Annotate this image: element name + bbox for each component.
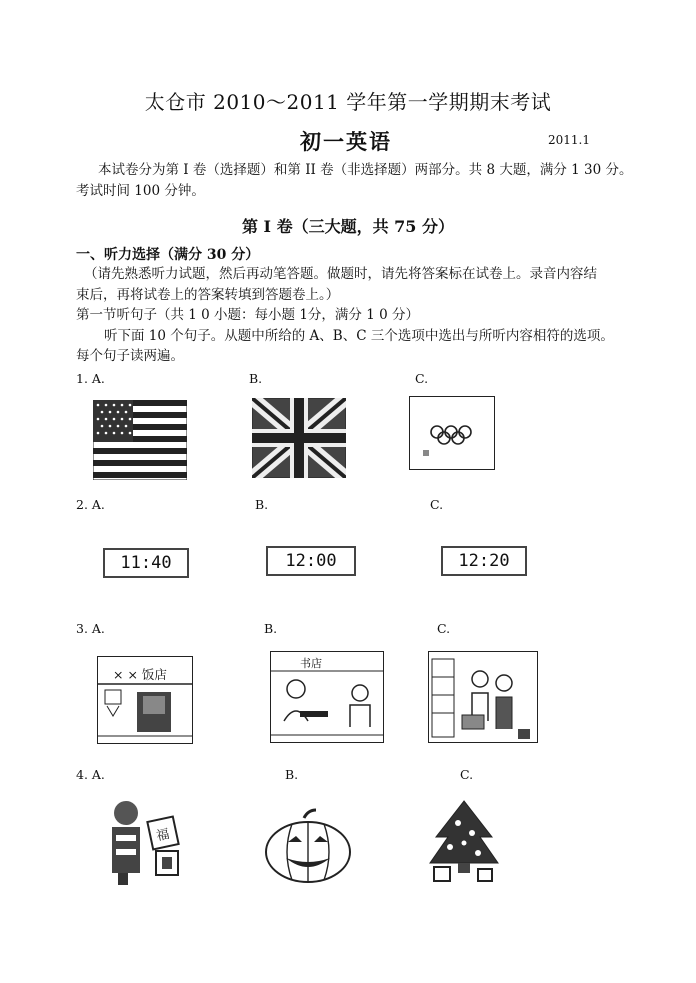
subsection-instruction-2: 每个句子读两遍。 bbox=[76, 348, 184, 364]
exam-title: 太仓市 2010～2011 学年第一学期期末考试 bbox=[144, 90, 552, 114]
olympic-rings-icon bbox=[409, 396, 495, 470]
digital-clock-b: 12:00 bbox=[266, 546, 356, 576]
subject-title: 初一英语 bbox=[300, 129, 392, 154]
q2-option-a-label: 2. A. bbox=[76, 497, 105, 512]
pumpkin-lantern-icon bbox=[262, 808, 354, 884]
restaurant-sign: × × 饭店 bbox=[113, 667, 167, 682]
instruction-line-2: 束后，再将试卷上的答案转填到答题卷上。） bbox=[76, 287, 340, 303]
q1-option-a-label: 1. A. bbox=[76, 371, 105, 386]
q4-option-a-label: 4. A. bbox=[76, 767, 105, 782]
bookstore-icon bbox=[270, 651, 384, 743]
instruction-line-1: （请先熟悉听力试题，然后再动笔答题。做题时，请先将答案标在试卷上。录音内容结 bbox=[84, 266, 597, 282]
exam-date: 2011.1 bbox=[548, 133, 590, 147]
q2-option-b-label: B. bbox=[255, 497, 269, 512]
q3-option-c-label: C. bbox=[437, 621, 451, 636]
q1-option-b-label: B. bbox=[249, 371, 263, 386]
subsection-title: 第一节听句子（共 1 0 小题：每小题 1分，满分 1 0 分） bbox=[76, 307, 419, 323]
supermarket-icon bbox=[428, 651, 538, 743]
q4-option-c-label: C. bbox=[460, 767, 474, 782]
digital-clock-a: 11:40 bbox=[103, 548, 189, 578]
q3-option-a-label: 3. A. bbox=[76, 621, 105, 636]
christmas-tree-icon bbox=[422, 797, 506, 887]
svg-text:福: 福 bbox=[155, 826, 171, 845]
subsection-instruction-1: 听下面 10 个句子。从题中所给的 A、B、C 三个选项中选出与所听内容相符的选项。 bbox=[104, 328, 614, 344]
intro-line-2: 考试时间 100 分钟。 bbox=[76, 183, 205, 199]
new-year-icon bbox=[98, 795, 190, 887]
bookstore-sign: 书店 bbox=[300, 657, 322, 670]
usa-flag-icon bbox=[93, 400, 187, 480]
q4-option-b-label: B. bbox=[285, 767, 299, 782]
q1-option-c-label: C. bbox=[415, 371, 429, 386]
intro-line-1: 本试卷分为第 I 卷（选择题）和第 II 卷（非选择题）两部分。共 8 大题，满分 1 30 分。 bbox=[98, 162, 633, 178]
uk-flag-icon bbox=[252, 398, 346, 478]
part-title: 一、听力选择（满分 30 分） bbox=[76, 247, 260, 263]
section-title: 第 I 卷（三大题，共 75 分） bbox=[241, 217, 455, 236]
digital-clock-c: 12:20 bbox=[441, 546, 527, 576]
q2-option-c-label: C. bbox=[430, 497, 444, 512]
q3-option-b-label: B. bbox=[264, 621, 278, 636]
